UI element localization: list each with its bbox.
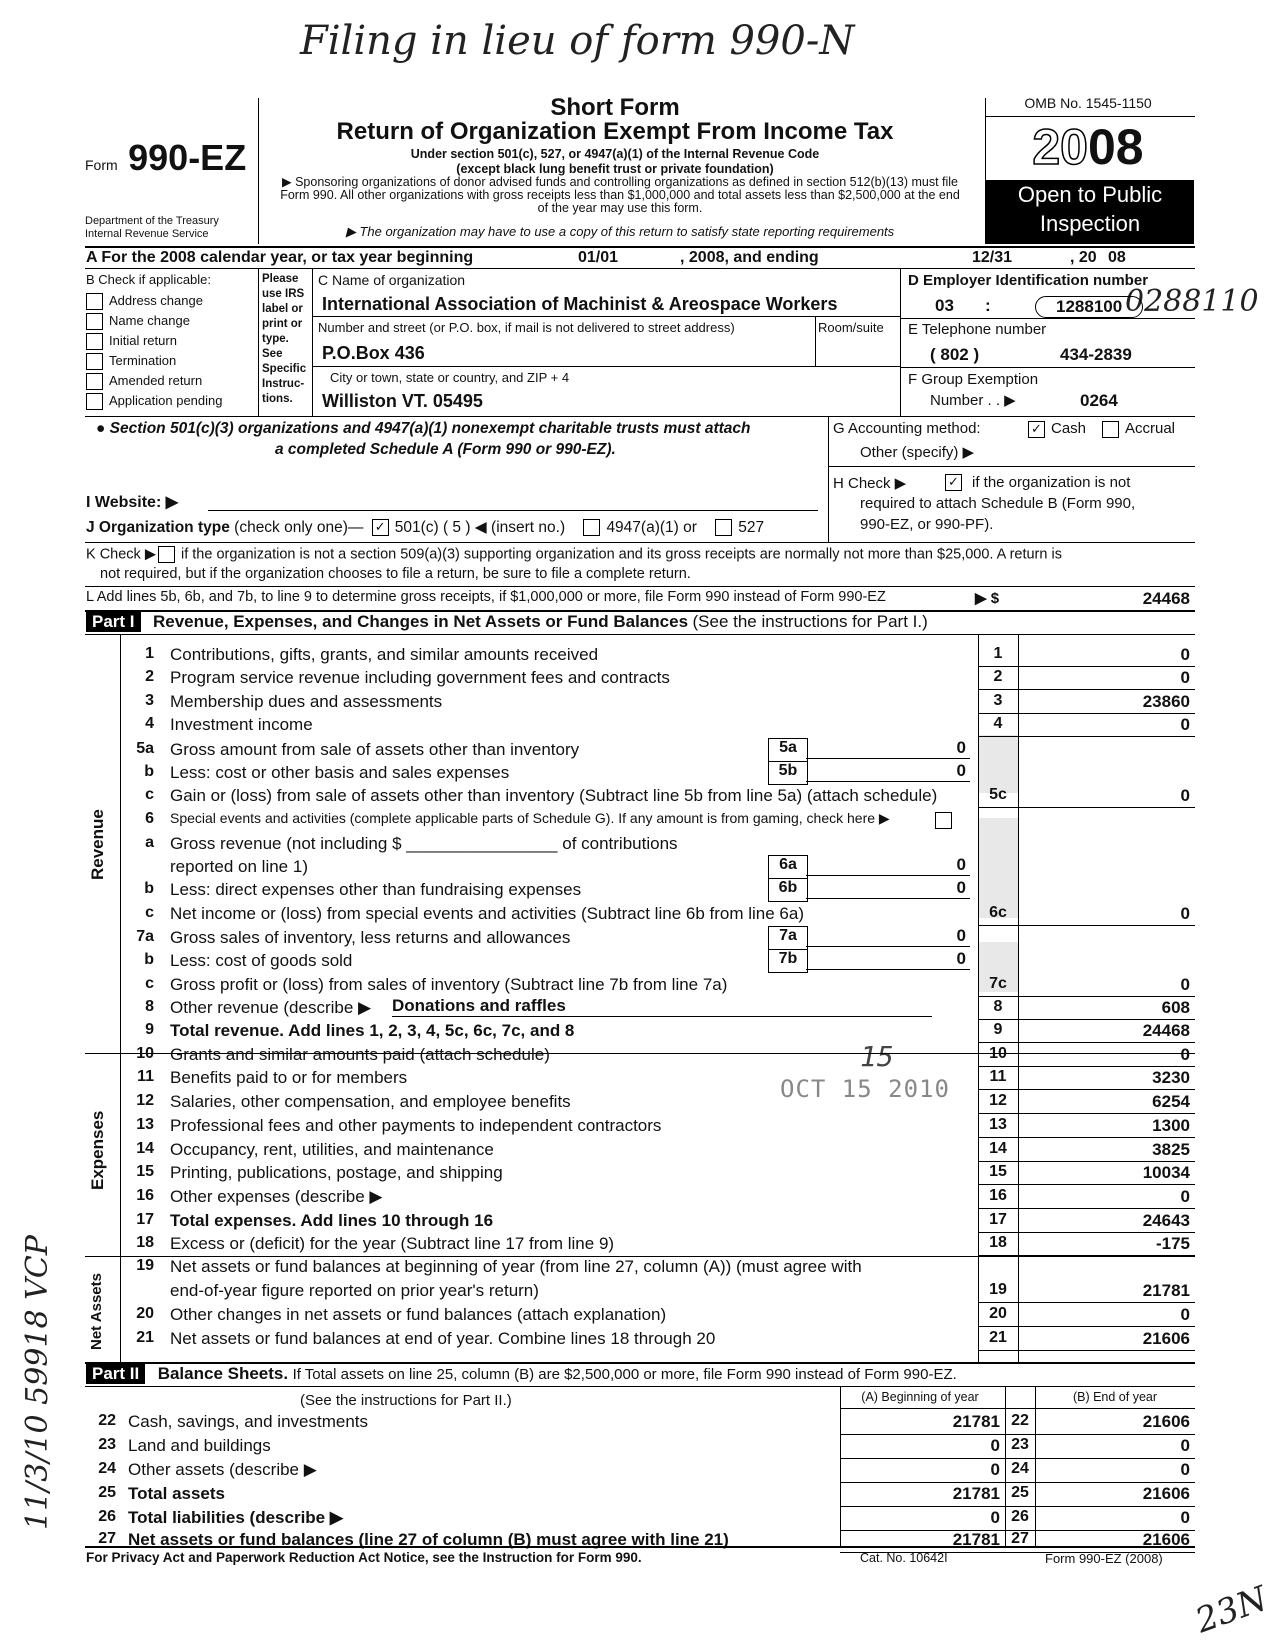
line-text: Less: cost of goods sold (170, 951, 353, 970)
line-number: a (145, 834, 154, 851)
line-text: Occupancy, rent, utilities, and maintenance (170, 1140, 494, 1159)
inner-amount[interactable]: 0 (806, 761, 970, 782)
line-amount[interactable]: 0 (1180, 715, 1190, 734)
row-divider (978, 1089, 1195, 1090)
line-amount[interactable]: 0 (1180, 1187, 1190, 1206)
row-divider (978, 925, 1195, 926)
line-text: Gain or (loss) from sale of assets other than inventory (Subtract line 5b from line 5a) (attach schedule) (170, 786, 938, 805)
inner-box-number: 6b (768, 878, 808, 902)
line-amount[interactable]: 6254 (1152, 1092, 1190, 1111)
line-text: Total revenue. Add lines 1, 2, 3, 4, 5c, 6c, 7c, and 8 (170, 1021, 575, 1040)
part1-header (86, 612, 928, 632)
form-number: 990-EZ (128, 137, 247, 178)
part2-tag: Part II (86, 1363, 145, 1384)
part2-instructions: (See the instructions for Part II.) (300, 1392, 512, 1409)
phone-number[interactable]: 434-2839 (1060, 345, 1132, 364)
row-divider (840, 1506, 1195, 1507)
side-label-expenses: Expenses (88, 1110, 107, 1190)
line-box-number: 19 (989, 1281, 1007, 1298)
website-field[interactable] (208, 510, 818, 511)
checkbox-cash[interactable]: ✓ Cash (1028, 420, 1086, 438)
col-b-header: (B) End of year (1072, 1390, 1158, 1404)
line-box-number: 6c (989, 904, 1007, 921)
row-divider (978, 689, 1195, 690)
inner-box-number: 5a (768, 738, 808, 762)
line-number: 16 (136, 1187, 154, 1204)
side-label-revenue: Revenue (88, 809, 107, 880)
line-box-number: 5c (989, 786, 1007, 803)
inner-box-number: 6a (768, 855, 808, 879)
handwritten-ein-note: 0288110 (1125, 284, 1259, 319)
line-amount[interactable]: 24468 (1142, 1021, 1190, 1040)
line-amount[interactable]: 0 (1180, 1305, 1190, 1324)
line-text: Net income or (loss) from special events and activities (Subtract line 6b from line 6a) (170, 904, 804, 923)
line-amount[interactable]: 24643 (1142, 1211, 1190, 1230)
col-a-amount[interactable]: 21781 (952, 1412, 1000, 1431)
org-type-row (86, 518, 764, 537)
line-text: Benefits paid to or for members (170, 1068, 408, 1087)
line-number: c (145, 786, 154, 803)
line-box-number: 21 (989, 1329, 1007, 1346)
line-number: 1 (145, 645, 154, 662)
footer-form: Form 990-EZ (2008) (1045, 1551, 1163, 1566)
line-text: Excess or (deficit) for the year (Subtract line 17 from line 9) (170, 1234, 615, 1253)
line-number: c (145, 975, 154, 992)
line-number: 13 (136, 1116, 154, 1133)
stamp-date: OCT 15 2010 (780, 1075, 950, 1103)
line-amount[interactable]: 3825 (1152, 1140, 1190, 1159)
handwritten-top-note: Filing in lieu of form 990-N (300, 18, 855, 64)
part1-tag: Part I (86, 611, 141, 632)
line-box-number: 25 (1011, 1484, 1029, 1501)
row-divider (978, 1184, 1195, 1185)
street-label: Number and street (or P.O. box, if mail is not delivered to street address) (318, 320, 735, 335)
inner-amount[interactable]: 0 (806, 738, 970, 759)
form-label (85, 137, 246, 179)
org-type-label: J Organization type (86, 519, 230, 536)
line-amount[interactable]: 23860 (1142, 692, 1190, 711)
line-box-number: 4 (993, 715, 1003, 732)
subtitle-sponsoring: ▶ Sponsoring organizations of donor advised funds and controlling organizations as defined in section 512(b)(13) must file Form 990. All other organizations with gross receipts less than $1,000,000 and total assets less than $2,500,000 at the end of the year may use this form. (280, 175, 960, 215)
ein-number[interactable]: 1288100 (1035, 296, 1143, 318)
row-divider (978, 1232, 1195, 1233)
line-amount[interactable]: 0 (1180, 786, 1190, 805)
row-divider (840, 1434, 1195, 1435)
checkbox-amended-return[interactable]: Amended return (86, 373, 202, 390)
col-b-amount[interactable]: 0 (1180, 1436, 1190, 1455)
part2-note: If Total assets on line 25, column (B) are $2,500,000 or more, file Form 990 instead of Form 990-EZ. (292, 1366, 957, 1383)
row-divider (840, 1482, 1195, 1483)
row-divider (978, 1208, 1195, 1209)
line-number: 14 (136, 1140, 154, 1157)
line-box-number: 3 (993, 692, 1003, 709)
part2-title: Balance Sheets. (157, 1364, 289, 1383)
line-box-number: 1 (993, 645, 1003, 662)
subtitle-section: Under section 501(c), 527, or 4947(a)(1) of the Internal Revenue Code (410, 147, 820, 161)
omb-number: OMB No. 1545-1150 (1024, 95, 1152, 111)
sec501-note-1: ● Section 501(c)(3) organizations and 4947(a)(1) nonexempt charitable trusts must attach (96, 420, 751, 437)
checkbox-accrual[interactable]: Accrual (1102, 420, 1175, 438)
title-short-form: Short Form (550, 94, 680, 121)
other-revenue-desc[interactable]: Donations and raffles (392, 996, 932, 1017)
line-number: 24 (98, 1460, 116, 1477)
subtitle-state: ▶ The organization may have to use a copy of this return to satisfy state reporting requirements (345, 224, 895, 239)
row-divider (978, 1113, 1195, 1114)
gross-receipts[interactable]: 24468 (1142, 589, 1190, 608)
line-number: 25 (98, 1484, 116, 1501)
line-text: Gross amount from sale of assets other than inventory (170, 740, 580, 759)
line-amount[interactable]: 608 (1161, 998, 1190, 1017)
row-divider (978, 1350, 1195, 1351)
line-box-number: 9 (993, 1021, 1003, 1038)
checkbox-schedule-b[interactable]: ✓ (945, 474, 968, 492)
line-number: 12 (136, 1092, 154, 1109)
ein-separator: : (985, 296, 991, 315)
part2-header (86, 1364, 957, 1384)
row-divider (978, 1302, 1195, 1303)
line-amount[interactable]: 21606 (1142, 1329, 1190, 1348)
line-box-number: 26 (1011, 1508, 1029, 1525)
line-number: 2 (145, 668, 154, 685)
line-amount[interactable]: 0 (1180, 645, 1190, 664)
line-number: b (144, 880, 154, 897)
line-text: Gross revenue (not including $ ________________ of contributions (170, 834, 678, 853)
open-line2: Inspection (1039, 211, 1141, 236)
checkbox-name-change[interactable]: Name change (86, 313, 190, 330)
line-amount[interactable]: 0 (1180, 904, 1190, 923)
line-text: Net assets or fund balances at end of year. Combine lines 18 through 20 (170, 1329, 716, 1348)
line-a-mid: , 2008, and ending (680, 249, 819, 266)
checkbox-initial-return[interactable]: Initial return (86, 333, 177, 350)
row-divider (978, 1326, 1195, 1327)
row-divider (978, 1042, 1195, 1043)
line-text: Less: direct expenses other than fundraising expenses (170, 880, 582, 899)
col-a-amount[interactable]: 0 (990, 1460, 1000, 1479)
line-k-2: not required, but if the organization chooses to file a return, be sure to file a complete return. (100, 566, 691, 582)
line-box-number: 17 (989, 1211, 1007, 1228)
row-divider (978, 736, 1195, 737)
inner-box-number: 7b (768, 949, 808, 973)
line-box-number: 10 (989, 1045, 1007, 1062)
line-box-number: 15 (989, 1163, 1007, 1180)
row-divider (978, 807, 1195, 808)
line-text: Total expenses. Add lines 10 through 16 (170, 1211, 494, 1230)
col-a-header: (A) Beginning of year (861, 1390, 979, 1404)
line-number: 18 (136, 1234, 154, 1251)
line-text: Total liabilities (describe ▶ (128, 1508, 343, 1527)
line-text: Grants and similar amounts paid (attach schedule) (170, 1045, 550, 1064)
line-box-number: 12 (989, 1092, 1007, 1109)
col-b-amount[interactable]: 21606 (1142, 1484, 1190, 1503)
row-divider (840, 1458, 1195, 1459)
tax-year-outline: 20 (1032, 119, 1088, 175)
col-b-amount[interactable]: 21606 (1142, 1530, 1190, 1549)
line-text: Salaries, other compensation, and employee benefits (170, 1092, 571, 1111)
line-number: 7a (136, 928, 154, 945)
line-number: 15 (136, 1163, 154, 1180)
line-box-number: 16 (989, 1187, 1007, 1204)
open-line1: Open to Public (1017, 182, 1163, 207)
irs-label: Internal Revenue Service (85, 228, 209, 240)
side-label-net-assets: Net Assets (88, 1273, 105, 1350)
accounting-other-label: Other (specify) ▶ (860, 444, 975, 461)
line-number: 23 (98, 1436, 116, 1453)
checkbox-application-pending[interactable]: Application pending (86, 393, 222, 410)
col-a-amount[interactable]: 0 (990, 1508, 1000, 1527)
line-number: 20 (136, 1305, 154, 1322)
line-a-label: A For the 2008 calendar year, or tax year beginning (86, 249, 474, 266)
line-a-begin: 01/01 (578, 249, 619, 266)
handwritten-corner-note: 23N (1190, 1578, 1273, 1642)
h-text-1: if the organization is not (972, 474, 1131, 491)
line-number: 21 (136, 1329, 154, 1346)
line-amount[interactable]: 21781 (1142, 1281, 1190, 1300)
tax-year-bold: 08 (1088, 119, 1144, 175)
dept-treasury: Department of the Treasury (85, 215, 219, 227)
line-amount[interactable]: -175 (1155, 1234, 1190, 1253)
ein-prefix[interactable]: 03 (935, 296, 954, 315)
col-b-amount[interactable]: 21606 (1142, 1412, 1190, 1431)
line-box-number: 14 (989, 1140, 1007, 1157)
line-number: 10 (136, 1045, 154, 1062)
line-box-number: 18 (989, 1234, 1007, 1251)
row-divider (978, 1019, 1195, 1020)
line-amount[interactable]: 0 (1180, 1045, 1190, 1064)
org-street[interactable]: P.O.Box 436 (322, 343, 425, 363)
footer-privacy: For Privacy Act and Paperwork Reduction Act Notice, see the Instruction for Form 990. (86, 1550, 642, 1565)
line-a-end: 12/31 (972, 249, 1013, 266)
line-k-1: K Check ▶ if the organization is not a section 509(a)(3) supporting organization and its gross receipts are normally not more than $25,000. A return is (86, 546, 1062, 563)
line-box-number: 7c (989, 975, 1007, 992)
h-text-3: 990-EZ, or 990-PF). (860, 516, 994, 533)
line-number: 11 (137, 1068, 154, 1085)
org-name[interactable]: International Association of Machinist & Areospace Workers (322, 294, 838, 314)
line-number: 27 (98, 1530, 116, 1547)
line-number: 26 (98, 1508, 116, 1525)
line-amount[interactable]: 10034 (1142, 1163, 1190, 1182)
line-text: Membership dues and assessments (170, 692, 443, 711)
group-label-1: F Group Exemption (908, 371, 1039, 388)
line-text: Net assets or fund balances (line 27 of column (B) must agree with line 21) (128, 1530, 729, 1549)
line-text: Gross profit or (loss) from sales of inventory (Subtract line 7b from line 7a) (170, 975, 728, 994)
line-box-number: 24 (1011, 1460, 1029, 1477)
line-a-yr-label: , 20 (1070, 249, 1097, 266)
part1-note: (See the instructions for Part I.) (692, 612, 928, 631)
inner-amount[interactable]: 0 (806, 949, 970, 970)
please-use-label: Please use IRS label or print or type. See Specific Instruc- tions. (262, 273, 307, 405)
checkbox-4947[interactable] (583, 519, 600, 536)
line-l-arrow: ▶ $ (975, 590, 1000, 607)
line-amount[interactable]: 1300 (1152, 1116, 1190, 1135)
org-type-501c: 501(c) ( 5 ) ◀ (insert no.) (394, 519, 566, 536)
checkbox-address-change[interactable]: Address change (86, 293, 203, 310)
checkbox-527[interactable] (715, 519, 732, 536)
row-divider (978, 1255, 1195, 1256)
phone-label: E Telephone number (908, 321, 1047, 338)
org-type-527: 527 (738, 519, 765, 536)
line-number: b (144, 951, 154, 968)
line-text: Gross sales of inventory, less returns and allowances (170, 928, 571, 947)
line-text: Net assets or fund balances at beginning of year (from line 27, column (A)) (must agree with (170, 1257, 862, 1276)
checkbox-501c[interactable]: ✓ (372, 519, 389, 536)
col-a-amount[interactable]: 21781 (952, 1530, 1000, 1549)
inner-amount[interactable]: 0 (806, 878, 970, 899)
line-text: end-of-year figure reported on prior year's return) (170, 1281, 539, 1300)
h-check-label: H Check ▶ (833, 475, 907, 492)
handwritten-side-note: 11/3/10 59918 VCP (20, 1235, 55, 1530)
line-box-number: 20 (989, 1305, 1007, 1322)
inner-box-number: 5b (768, 761, 808, 785)
row-divider (978, 1066, 1195, 1067)
stamp-day: 15 (860, 1040, 894, 1073)
line-number: 8 (145, 998, 154, 1015)
line-text: reported on line 1) (170, 857, 308, 876)
group-label-2: Number . . ▶ (930, 392, 1016, 409)
line-text: Other changes in net assets or fund balances (attach explanation) (170, 1305, 667, 1324)
line-number: 3 (145, 692, 154, 709)
checkbox-gaming[interactable] (935, 812, 952, 829)
line-number: 6 (145, 810, 154, 827)
room-label: Room/suite (818, 320, 884, 335)
org-type-4947: 4947(a)(1) or (606, 519, 697, 536)
row-divider (978, 666, 1195, 667)
line-box-number: 13 (989, 1116, 1007, 1133)
received-stamp (745, 1040, 975, 1215)
line-a-yr: 08 (1108, 249, 1126, 266)
checkbox-termination[interactable]: Termination (86, 353, 176, 370)
row-divider (978, 1137, 1195, 1138)
phone-area[interactable]: ( 802 ) (930, 345, 980, 364)
col-b-amount[interactable]: 0 (1180, 1508, 1190, 1527)
line-number: 22 (98, 1412, 116, 1429)
line-text: Land and buildings (128, 1436, 271, 1455)
row-divider (978, 1161, 1195, 1162)
org-type-paren: (check only one)— (234, 519, 364, 536)
footer-cat: Cat. No. 10642I (860, 1551, 948, 1565)
line-box-number: 22 (1011, 1412, 1029, 1429)
col-b-amount[interactable]: 0 (1180, 1460, 1190, 1479)
org-name-label: C Name of organization (318, 272, 466, 288)
subtitle-except: (except black lung benefit trust or private foundation) (456, 162, 774, 176)
line-number: c (145, 904, 154, 921)
website-label: I Website: ▶ (86, 494, 179, 511)
line-text: Cash, savings, and investments (128, 1412, 369, 1431)
line-text: Professional fees and other payments to independent contractors (170, 1116, 662, 1135)
row-divider (978, 713, 1195, 714)
line-box-number: 2 (993, 668, 1003, 685)
group-number[interactable]: 0264 (1080, 391, 1118, 410)
form-word: Form (85, 157, 118, 173)
line-number: 17 (136, 1211, 154, 1228)
line-text: Other expenses (describe ▶ (170, 1187, 383, 1206)
open-to-public-box (986, 180, 1194, 244)
tax-year (988, 118, 1188, 176)
line-box-number: 8 (993, 998, 1003, 1015)
ein-label: D Employer Identification number (908, 272, 1149, 289)
line-box-number: 27 (1011, 1530, 1029, 1547)
line-number: 4 (145, 715, 154, 732)
line-amount[interactable]: 0 (1180, 668, 1190, 687)
line-box-number: 23 (1011, 1436, 1029, 1453)
part1-title: Revenue, Expenses, and Changes in Net Assets or Fund Balances (152, 612, 689, 631)
checkbox-509a3[interactable] (158, 546, 175, 563)
accounting-method-label: G Accounting method: (833, 420, 981, 437)
row-divider (978, 996, 1195, 997)
sec501-note-2: a completed Schedule A (Form 990 or 990-EZ). (275, 441, 616, 458)
line-number: b (144, 763, 154, 780)
line-number: 9 (145, 1021, 154, 1038)
col-a-amount[interactable]: 0 (990, 1436, 1000, 1455)
line-amount[interactable]: 3230 (1152, 1068, 1190, 1087)
line-amount[interactable]: 0 (1180, 975, 1190, 994)
org-city[interactable]: Williston VT. 05495 (322, 391, 483, 411)
city-label: City or town, state or country, and ZIP + 4 (330, 370, 570, 385)
h-text-2: required to attach Schedule B (Form 990, (860, 495, 1136, 512)
line-text: Other revenue (describe ▶ (170, 998, 372, 1017)
line-box-number: 11 (989, 1068, 1007, 1085)
line-text: Other assets (describe ▶ (128, 1460, 317, 1479)
title-return: Return of Organization Exempt From Income Tax (336, 118, 894, 145)
line-text: Program service revenue including government fees and contracts (170, 668, 670, 687)
line-text: Less: cost or other basis and sales expenses (170, 763, 510, 782)
inner-amount[interactable]: 0 (806, 855, 970, 876)
line-number: 5a (136, 740, 154, 757)
line-number: 19 (136, 1257, 154, 1274)
line-text: Investment income (170, 715, 313, 734)
inner-amount[interactable]: 0 (806, 926, 970, 947)
line-text: Special events and activities (complete applicable parts of Schedule G). If any amount is from gaming, check here ▶ (170, 810, 890, 826)
col-a-amount[interactable]: 21781 (952, 1484, 1000, 1503)
line-text: Total assets (128, 1484, 226, 1503)
line-text: Printing, publications, postage, and shipping (170, 1163, 503, 1182)
line-l-label: L Add lines 5b, 6b, and 7b, to line 9 to determine gross receipts, if $1,000,000 or more, file Form 990 instead of Form 990-EZ (86, 589, 886, 605)
box-b-title: B Check if applicable: (86, 272, 212, 287)
inner-box-number: 7a (768, 926, 808, 950)
line-text: Contributions, gifts, grants, and similar amounts received (170, 645, 599, 664)
